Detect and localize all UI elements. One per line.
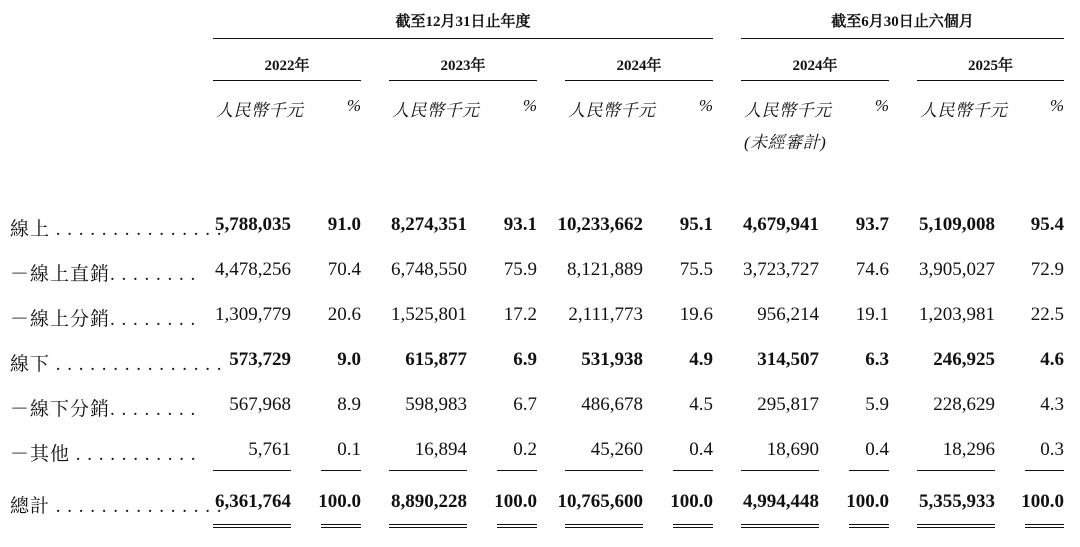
row-label: －線上分銷. . . . . . . . [10,309,197,330]
row-label: －線下分銷. . . . . . . . [10,399,197,420]
amount-cell: 2,111,773 [568,304,643,325]
percent-cell: 93.7 [855,214,889,235]
percent-cell: 9.0 [337,349,361,370]
subtotal-rule [849,470,889,471]
amount-cell: 10,233,662 [557,214,643,235]
percent-cell: 19.1 [855,304,889,325]
percent-cell: 0.3 [1040,439,1064,460]
year-rule [565,80,713,81]
percent-cell: 20.6 [327,304,361,325]
percent-cell: 93.1 [503,214,537,235]
total-double-rule [673,524,713,528]
amount-cell: 4,478,256 [215,259,291,280]
percent-cell: 4.3 [1040,394,1064,415]
percent-cell: 6.7 [513,394,537,415]
percent-cell: 22.5 [1030,304,1064,325]
amount-cell: 16,894 [414,439,467,460]
amount-cell: 295,817 [757,394,819,415]
row-label: 線下 . . . . . . . . . . . . . . . [10,354,223,375]
amount-cell: 615,877 [405,349,467,370]
amount-cell: 5,788,035 [215,214,291,235]
amount-cell: 8,274,351 [391,214,467,235]
unaudited-note: (未經審計) [744,133,827,152]
percent-cell: 17.2 [503,304,537,325]
amount-cell: 3,905,027 [919,259,995,280]
amount-cell: 6,748,550 [391,259,467,280]
subtotal-rule [565,470,643,471]
interim-period-header: 截至6月30日止六個月 [831,14,974,30]
annual-header-rule [213,38,713,39]
amount-cell: 246,925 [933,349,995,370]
percent-cell: 100.0 [318,491,361,512]
percent-cell: 6.3 [865,349,889,370]
unit-header: 人民幣千元 [744,101,832,120]
amount-cell: 1,309,779 [215,304,291,325]
percent-cell: 95.4 [1030,214,1064,235]
amount-cell: 956,214 [757,304,819,325]
total-double-rule [849,524,889,528]
amount-cell: 5,109,008 [919,214,995,235]
percent-cell: 4.5 [689,394,713,415]
amount-cell: 1,203,981 [919,304,995,325]
amount-cell: 18,296 [942,439,995,460]
amount-cell: 45,260 [590,439,643,460]
subtotal-rule [1025,470,1064,471]
total-double-rule [497,524,537,528]
percent-cell: 100.0 [670,491,713,512]
amount-cell: 1,525,801 [391,304,467,325]
subtotal-rule [741,470,819,471]
total-double-rule [389,524,467,528]
year-rule [389,80,537,81]
percent-cell: 0.1 [337,439,361,460]
pct-header: % [874,96,889,115]
amount-cell: 228,629 [933,394,995,415]
interim-header-rule [741,38,1064,39]
percent-cell: 72.9 [1030,259,1064,280]
year-rule [213,80,361,81]
unit-header: 人民幣千元 [392,101,480,120]
row-label: 線上 . . . . . . . . . . . . . . . [10,219,223,240]
amount-cell: 573,729 [229,349,291,370]
percent-cell: 70.4 [327,259,361,280]
year-header-2023: 2023年 [440,58,486,74]
subtotal-rule [497,470,537,471]
amount-cell: 8,121,889 [567,259,643,280]
amount-cell: 10,765,600 [557,491,643,512]
amount-cell: 531,938 [581,349,643,370]
amount-cell: 567,968 [229,394,291,415]
row-label: －線上直銷. . . . . . . . [10,264,197,285]
total-double-rule [213,524,291,528]
percent-cell: 100.0 [494,491,537,512]
percent-cell: 4.9 [689,349,713,370]
percent-cell: 100.0 [1021,491,1064,512]
row-label: 總計 . . . . . . . . . . . . . . . [10,496,223,517]
unit-header: 人民幣千元 [568,101,656,120]
percent-cell: 8.9 [337,394,361,415]
percent-cell: 100.0 [846,491,889,512]
percent-cell: 5.9 [865,394,889,415]
row-label: －其他 . . . . . . . . . . . [10,444,197,465]
amount-cell: 6,361,764 [215,491,291,512]
percent-cell: 6.9 [513,349,537,370]
amount-cell: 4,994,448 [743,491,819,512]
amount-cell: 5,761 [248,439,291,460]
pct-header: % [1049,96,1064,115]
year-header-2024-interim: 2024年 [792,58,838,74]
total-double-rule [565,524,643,528]
annual-period-header: 截至12月31日止年度 [395,14,531,30]
subtotal-rule [389,470,467,471]
unit-header: 人民幣千元 [920,101,1008,120]
percent-cell: 0.4 [689,439,713,460]
year-rule [741,80,889,81]
pct-header: % [346,96,361,115]
percent-cell: 75.9 [503,259,537,280]
percent-cell: 75.5 [679,259,713,280]
amount-cell: 18,690 [766,439,819,460]
percent-cell: 0.2 [513,439,537,460]
amount-cell: 598,983 [405,394,467,415]
percent-cell: 95.1 [679,214,713,235]
pct-header: % [522,96,537,115]
year-header-2022: 2022年 [264,58,310,74]
amount-cell: 8,890,228 [391,491,467,512]
subtotal-rule [321,470,361,471]
amount-cell: 3,723,727 [743,259,819,280]
percent-cell: 91.0 [327,214,361,235]
amount-cell: 5,355,933 [919,491,995,512]
subtotal-rule [673,470,713,471]
year-header-2024: 2024年 [616,58,662,74]
total-double-rule [1025,524,1064,528]
percent-cell: 74.6 [855,259,889,280]
amount-cell: 314,507 [757,349,819,370]
year-rule [917,80,1064,81]
subtotal-rule [213,470,291,471]
amount-cell: 486,678 [581,394,643,415]
subtotal-rule [917,470,995,471]
total-double-rule [917,524,995,528]
pct-header: % [698,96,713,115]
unit-header: 人民幣千元 [216,101,304,120]
total-double-rule [741,524,819,528]
amount-cell: 4,679,941 [743,214,819,235]
percent-cell: 4.6 [1040,349,1064,370]
total-double-rule [321,524,361,528]
percent-cell: 19.6 [679,304,713,325]
year-header-2025-interim: 2025年 [967,58,1013,74]
percent-cell: 0.4 [865,439,889,460]
